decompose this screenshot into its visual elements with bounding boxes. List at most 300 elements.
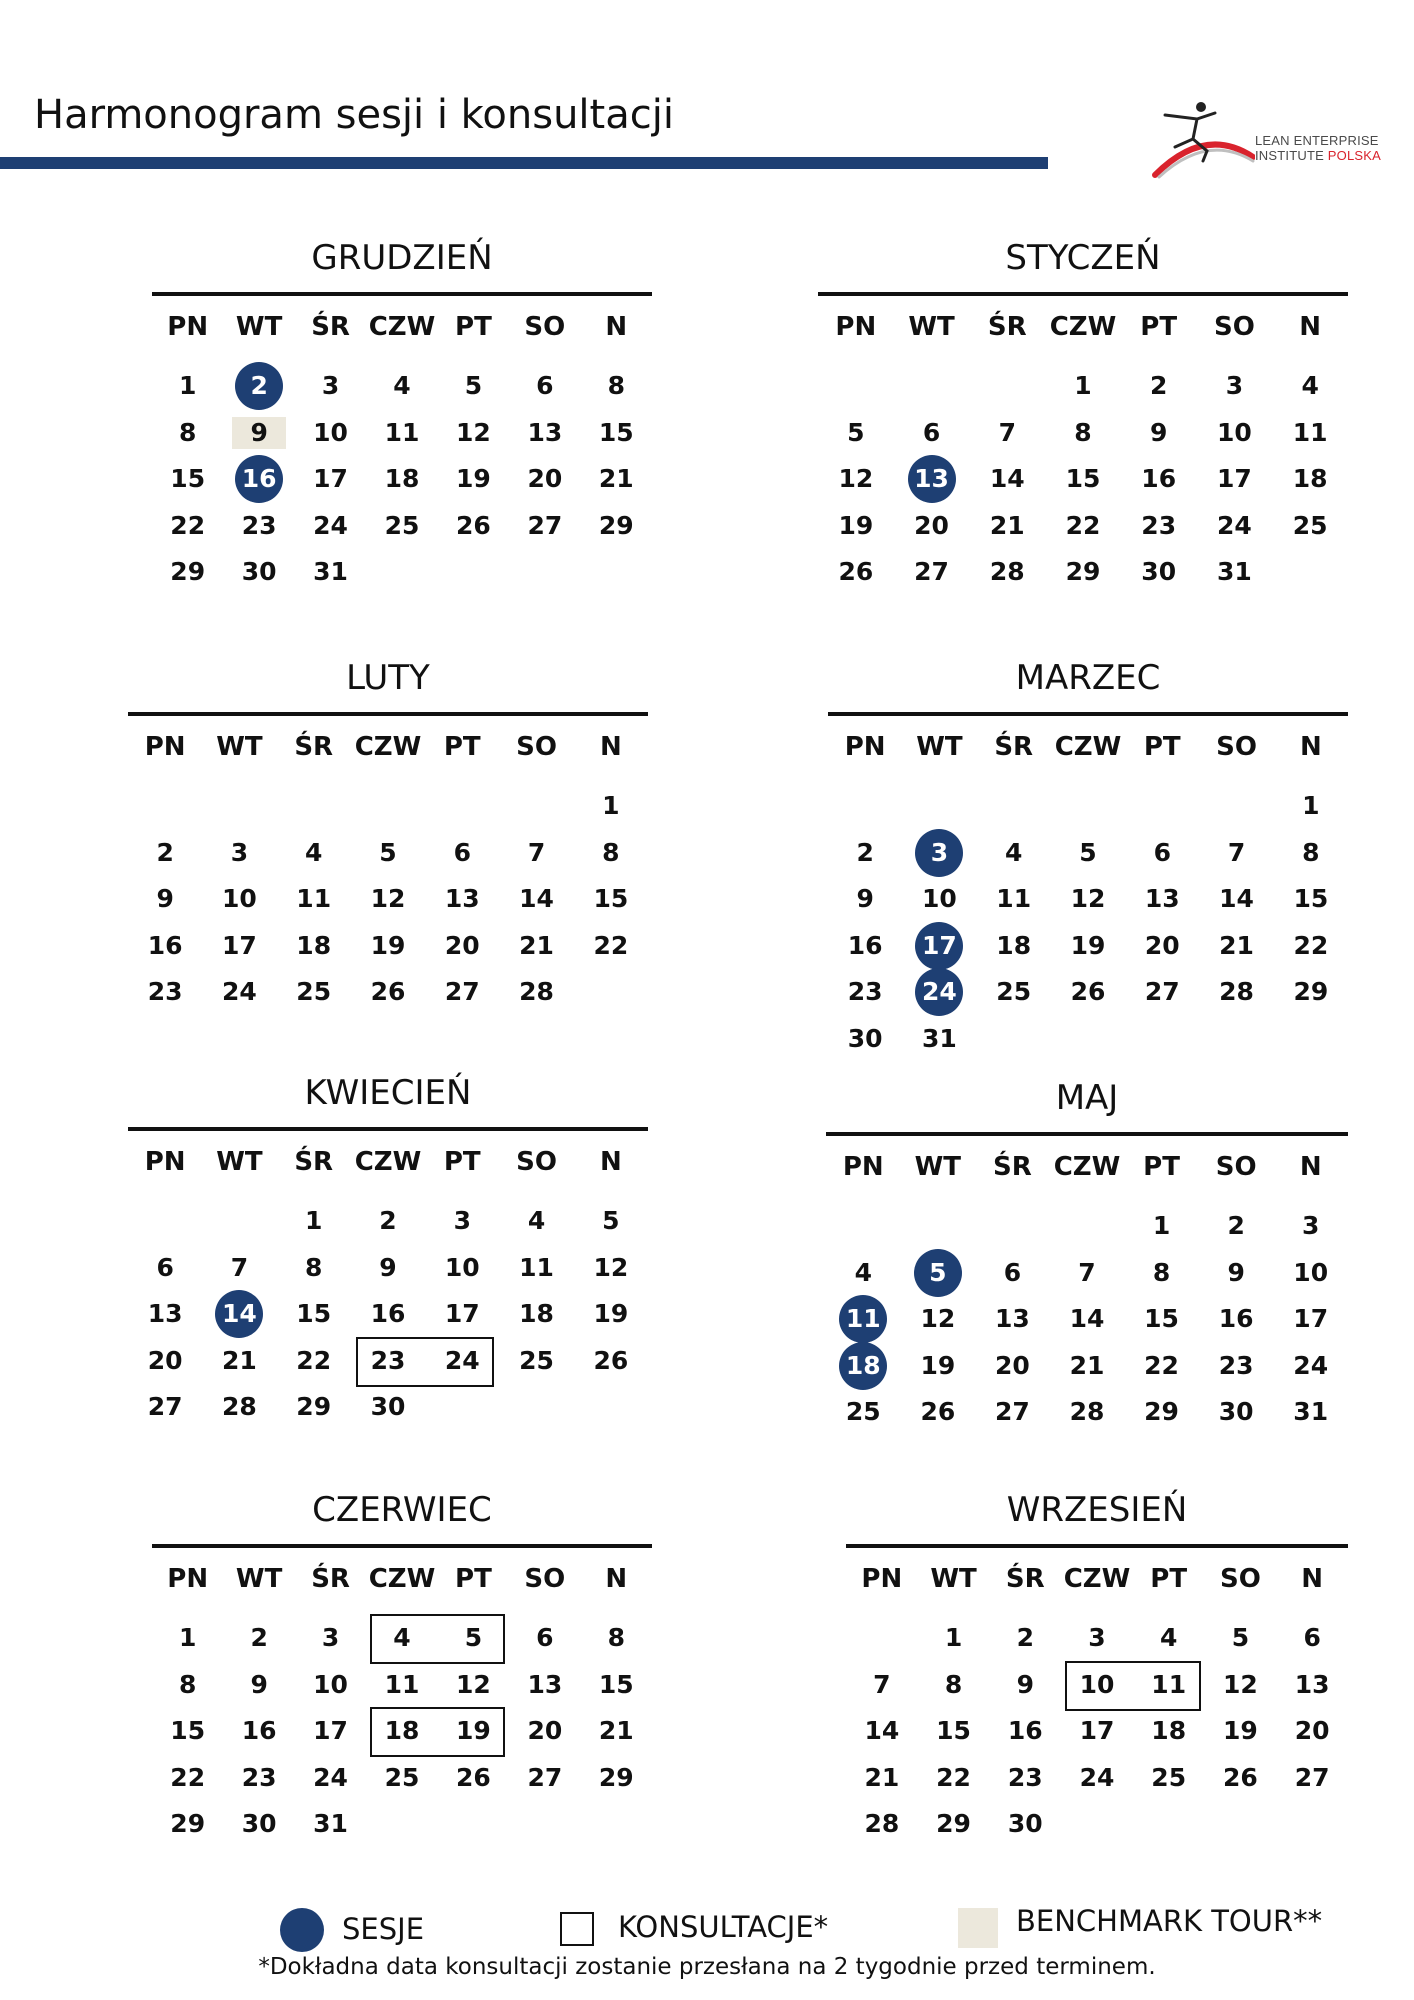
calendar-day: 3 — [453, 1206, 471, 1235]
calendar-day: 24 — [1217, 510, 1252, 540]
calendar-day: 19 — [920, 1350, 956, 1380]
weekday-header: CZW — [1049, 312, 1117, 342]
weekday-header: SO — [516, 1147, 557, 1177]
weekday-header: PT — [455, 1564, 492, 1594]
calendar-day: 26 — [593, 1345, 629, 1375]
weekday-header: PT — [1150, 1564, 1188, 1594]
weekday-header: PN — [835, 312, 877, 342]
calendar-day: 14 — [989, 464, 1025, 493]
calendar-day: 21 — [598, 1716, 634, 1745]
calendar-day: 17 — [222, 930, 257, 960]
calendar-day: 2 — [224, 368, 294, 404]
weekday-header: PT — [443, 1147, 481, 1177]
calendar-day: 23 — [847, 977, 883, 1006]
calendar-day: 22 — [936, 1762, 971, 1792]
weekday-header: PT — [1143, 732, 1181, 762]
calendar-day: 5 — [379, 837, 397, 867]
logo-text — [1255, 133, 1381, 163]
logo-line-2-b: POLSKA — [1327, 148, 1382, 163]
calendar-day: 25 — [296, 977, 332, 1006]
weekday-header: PN — [861, 1564, 903, 1594]
month-divider — [128, 712, 648, 716]
calendar-day: 1 — [1302, 791, 1320, 820]
weekday-header: PT — [443, 732, 481, 762]
weekday-header: PN — [167, 312, 209, 342]
calendar-day: 22 — [170, 1762, 206, 1792]
weekday-header: SO — [1220, 1564, 1261, 1594]
calendar-day: 5 — [1079, 837, 1097, 867]
month-title: KWIECIEŃ — [304, 1073, 472, 1113]
month-calendar — [828, 658, 1348, 1098]
calendar-day: 9 — [1150, 417, 1168, 447]
calendar-day: 13 — [147, 1299, 183, 1328]
calendar-day: 3 — [230, 837, 249, 867]
calendar-day: 6 — [1153, 837, 1171, 867]
weekday-header: ŚR — [294, 732, 334, 762]
calendar-day: 23 — [370, 1345, 406, 1375]
legend-consultation-box-icon — [560, 1912, 594, 1946]
calendar-day: 29 — [598, 510, 634, 540]
logo-line-1: LEAN ENTERPRISE — [1255, 133, 1379, 148]
calendar-day: 17 — [1079, 1716, 1115, 1745]
weekday-header: CZW — [368, 312, 436, 342]
legend-sessions-label: SESJE — [342, 1912, 425, 1946]
calendar-day: 20 — [914, 510, 949, 540]
calendar-day: 10 — [1217, 417, 1252, 447]
calendar-day: 13 — [527, 417, 563, 447]
calendar-day: 11 — [996, 884, 1032, 913]
weekday-header: SO — [516, 732, 557, 762]
weekday-header: ŚR — [994, 732, 1034, 762]
weekday-header: PT — [455, 312, 492, 342]
weekday-header: ŚR — [311, 1564, 350, 1594]
weekday-header: CZW — [354, 1147, 422, 1177]
calendar-day: 15 — [1293, 884, 1329, 913]
weekday-header: CZW — [1054, 732, 1122, 762]
calendar-day: 26 — [370, 977, 406, 1006]
calendar-day: 15 — [170, 1716, 206, 1745]
calendar-day: 5 — [464, 1623, 483, 1652]
calendar-day: 28 — [1219, 977, 1254, 1006]
calendar-day: 29 — [170, 557, 206, 586]
calendar-day: 9 — [156, 884, 174, 913]
footnote: *Dokładna data konsultacji zostanie przesłana na 2 tygodnie przed terminem. — [258, 1954, 1156, 1980]
calendar-day: 20 — [527, 1716, 563, 1745]
calendar-day: 10 — [313, 417, 348, 447]
calendar-day: 5 — [464, 371, 483, 400]
calendar-day: 15 — [170, 464, 206, 493]
calendar-day: 13 — [995, 1304, 1030, 1333]
calendar-day: 21 — [1219, 930, 1254, 960]
month-calendar — [818, 238, 1348, 678]
calendar-day: 18 — [519, 1299, 554, 1328]
calendar-day: 14 — [519, 884, 554, 913]
calendar-day: 16 — [370, 1299, 406, 1328]
calendar-day: 8 — [179, 1669, 197, 1699]
weekday-header: N — [1299, 1152, 1322, 1182]
calendar-day: 6 — [536, 1623, 554, 1652]
calendar-day: 15 — [1065, 464, 1101, 493]
logo-line-2 — [1255, 148, 1381, 163]
calendar-day: 15 — [296, 1299, 332, 1328]
calendar-day: 18 — [384, 1716, 420, 1745]
calendar-day: 8 — [1074, 417, 1092, 447]
calendar-day: 20 — [147, 1345, 183, 1375]
weekday-header: PN — [144, 732, 186, 762]
calendar-day: 15 — [936, 1716, 971, 1745]
logo-line-2-a: INSTITUTE — [1255, 148, 1324, 163]
calendar-day: 7 — [230, 1252, 249, 1282]
calendar-day: 27 — [995, 1397, 1030, 1426]
month-divider — [846, 1544, 1348, 1548]
calendar-day: 26 — [920, 1397, 956, 1426]
weekday-header: PT — [1140, 312, 1178, 342]
calendar-day: 22 — [1144, 1350, 1179, 1380]
calendar-day: 27 — [527, 510, 563, 540]
calendar-day: 25 — [1151, 1762, 1187, 1792]
calendar-day: 28 — [989, 557, 1025, 586]
calendar-day: 18 — [1292, 464, 1328, 493]
calendar-day: 3 — [904, 835, 974, 871]
calendar-day: 10 — [222, 884, 257, 913]
calendar-day: 16 — [847, 930, 883, 960]
calendar-day: 19 — [456, 1716, 491, 1745]
calendar-day: 16 — [224, 461, 294, 497]
calendar-day: 2 — [379, 1206, 397, 1235]
calendar-day: 4 — [854, 1257, 872, 1287]
calendar-day: 11 — [519, 1252, 554, 1282]
weekday-header: CZW — [354, 732, 422, 762]
calendar-day: 8 — [179, 417, 197, 447]
weekday-header: N — [605, 1564, 628, 1594]
calendar-day: 16 — [1141, 464, 1177, 493]
weekday-header: WT — [235, 312, 283, 342]
month-title: MAJ — [1055, 1078, 1119, 1118]
calendar-day: 19 — [1223, 1716, 1258, 1745]
calendar-day: 1 — [1074, 371, 1092, 400]
weekday-header: ŚR — [987, 312, 1027, 342]
calendar-day: 22 — [593, 930, 629, 960]
calendar-day: 6 — [1303, 1623, 1321, 1652]
month-calendar — [826, 1078, 1348, 1518]
calendar-day: 25 — [845, 1397, 881, 1426]
calendar-day: 22 — [170, 510, 206, 540]
calendar-day: 4 — [393, 1623, 411, 1652]
calendar-day: 30 — [241, 1809, 277, 1838]
calendar-day: 29 — [1065, 557, 1101, 586]
calendar-day: 25 — [996, 977, 1032, 1006]
calendar-day: 18 — [828, 1348, 898, 1384]
calendar-day: 11 — [384, 1669, 420, 1699]
calendar-day: 12 — [593, 1252, 629, 1282]
month-title: MARZEC — [1015, 658, 1161, 698]
calendar-day: 10 — [1079, 1669, 1115, 1699]
calendar-day: 12 — [838, 464, 874, 493]
month-calendar — [128, 658, 648, 1098]
calendar-day: 3 — [1088, 1623, 1106, 1652]
calendar-day: 8 — [1302, 837, 1320, 867]
calendar-day: 26 — [1223, 1762, 1258, 1792]
calendar-day: 12 — [920, 1304, 956, 1333]
calendar-day: 31 — [922, 1023, 957, 1053]
weekday-header: SO — [524, 1564, 566, 1594]
calendar-day: 19 — [456, 464, 491, 493]
calendar-day: 3 — [321, 1623, 340, 1652]
weekday-header: PN — [144, 1147, 186, 1177]
calendar-day: 12 — [456, 1669, 491, 1699]
calendar-day: 8 — [607, 371, 625, 400]
calendar-day: 12 — [1223, 1669, 1258, 1699]
weekday-header: WT — [235, 1564, 283, 1594]
calendar-day: 27 — [147, 1392, 183, 1421]
calendar-day: 16 — [241, 1716, 277, 1745]
calendar-day: 2 — [856, 837, 874, 867]
calendar-day: 17 — [313, 464, 348, 493]
month-calendar — [152, 1490, 652, 1930]
calendar-day: 11 — [1151, 1669, 1187, 1699]
calendar-day: 7 — [873, 1669, 891, 1699]
calendar-day: 18 — [384, 464, 420, 493]
calendar-day: 27 — [914, 557, 949, 586]
calendar-day: 7 — [1227, 837, 1246, 867]
calendar-day: 8 — [1152, 1257, 1171, 1287]
calendar-day: 11 — [296, 884, 332, 913]
weekday-header: N — [599, 732, 622, 762]
calendar-day: 18 — [1151, 1716, 1187, 1745]
calendar-day: 4 — [1160, 1623, 1178, 1652]
calendar-day: 24 — [1079, 1762, 1115, 1792]
month-divider — [128, 1127, 648, 1131]
weekday-header: N — [1299, 732, 1322, 762]
calendar-day: 28 — [222, 1392, 257, 1421]
month-title: STYCZEŃ — [1005, 238, 1161, 278]
calendar-day: 24 — [313, 510, 348, 540]
weekday-header: ŚR — [311, 312, 350, 342]
calendar-day: 1 — [1152, 1211, 1171, 1240]
calendar-day: 24 — [444, 1345, 480, 1375]
calendar-day: 13 — [1144, 884, 1180, 913]
calendar-day: 22 — [296, 1345, 332, 1375]
calendar-day: 1 — [305, 1206, 323, 1235]
calendar-day: 21 — [222, 1345, 257, 1375]
calendar-day: 31 — [313, 557, 348, 586]
weekday-header: SO — [1216, 732, 1257, 762]
month-title: CZERWIEC — [312, 1490, 492, 1530]
calendar-day: 28 — [864, 1809, 900, 1838]
calendar-day: 12 — [370, 884, 406, 913]
calendar-day: 13 — [897, 461, 967, 497]
month-divider — [152, 1544, 652, 1548]
calendar-day: 27 — [1144, 977, 1180, 1006]
month-title: GRUDZIEŃ — [311, 238, 493, 278]
calendar-day: 17 — [904, 928, 974, 964]
weekday-header: ŚR — [993, 1152, 1032, 1182]
calendar-day: 29 — [296, 1392, 332, 1421]
calendar-day: 28 — [519, 977, 554, 1006]
calendar-day: 20 — [995, 1350, 1030, 1380]
month-divider — [826, 1132, 1348, 1136]
logo — [1145, 95, 1385, 185]
calendar-day: 11 — [1292, 417, 1328, 447]
calendar-day: 20 — [527, 464, 563, 493]
calendar-day: 1 — [944, 1623, 963, 1652]
calendar-day: 23 — [1007, 1762, 1043, 1792]
calendar-day: 2 — [250, 1623, 268, 1652]
calendar-day: 11 — [384, 417, 420, 447]
calendar-day: 29 — [170, 1809, 206, 1838]
calendar-day: 3 — [1302, 1211, 1320, 1240]
calendar-day: 23 — [241, 510, 277, 540]
calendar-day: 14 — [864, 1716, 900, 1745]
calendar-day: 8 — [944, 1669, 963, 1699]
calendar-day: 9 — [856, 884, 874, 913]
calendar-day: 4 — [393, 371, 411, 400]
month-divider — [152, 292, 652, 296]
calendar-day: 17 — [444, 1299, 480, 1328]
calendar-day: 6 — [536, 371, 554, 400]
calendar-day: 1 — [179, 1623, 197, 1652]
calendar-day: 15 — [593, 884, 629, 913]
calendar-day: 12 — [456, 417, 491, 447]
calendar-day: 9 — [1227, 1257, 1245, 1287]
calendar-day: 14 — [1069, 1304, 1105, 1333]
calendar-day: 4 — [305, 837, 323, 867]
weekday-header: WT — [916, 732, 963, 762]
calendar-day: 26 — [1070, 977, 1106, 1006]
calendar-day: 19 — [1070, 930, 1106, 960]
calendar-day: 27 — [444, 977, 480, 1006]
month-divider — [828, 712, 1348, 716]
calendar-day: 25 — [1292, 510, 1328, 540]
calendar-day: 30 — [1007, 1809, 1043, 1838]
weekday-header: CZW — [1053, 1152, 1121, 1182]
calendar-day: 1 — [602, 791, 620, 820]
month-title: WRZESIEŃ — [1006, 1490, 1188, 1530]
legend-benchmark-swatch-icon — [958, 1908, 998, 1948]
calendar-day: 17 — [1293, 1304, 1329, 1333]
calendar-day: 29 — [936, 1809, 971, 1838]
calendar-day: 9 — [250, 1669, 268, 1699]
calendar-day: 9 — [224, 415, 294, 451]
calendar-day: 25 — [519, 1345, 554, 1375]
calendar-day: 21 — [989, 510, 1025, 540]
calendar-day: 9 — [379, 1252, 397, 1282]
calendar-day: 7 — [1078, 1257, 1096, 1287]
weekday-header: N — [1301, 1564, 1324, 1594]
calendar-day: 10 — [313, 1669, 348, 1699]
calendar-day: 2 — [156, 837, 174, 867]
month-calendar — [152, 238, 652, 678]
calendar-day: 22 — [1293, 930, 1329, 960]
calendar-day: 17 — [313, 1716, 348, 1745]
calendar-day: 6 — [1003, 1257, 1022, 1287]
calendar-day: 23 — [241, 1762, 277, 1792]
calendar-day: 23 — [1218, 1350, 1254, 1380]
lean-runner-logo-icon — [1145, 95, 1255, 185]
calendar-day: 24 — [904, 974, 974, 1010]
weekday-header: WT — [914, 1152, 962, 1182]
weekday-header: SO — [1214, 312, 1255, 342]
weekday-header: ŚR — [294, 1147, 334, 1177]
legend-session-dot-icon — [280, 1908, 324, 1952]
calendar-day: 12 — [1070, 884, 1106, 913]
calendar-day: 19 — [593, 1299, 629, 1328]
calendar-day: 10 — [922, 884, 957, 913]
page-title: Harmonogram sesji i konsultacji — [34, 92, 674, 138]
calendar-day: 13 — [444, 884, 480, 913]
calendar-day: 25 — [384, 1762, 420, 1792]
calendar-day: 26 — [838, 557, 874, 586]
calendar-day: 20 — [444, 930, 480, 960]
calendar-day: 30 — [1218, 1397, 1254, 1426]
calendar-day: 29 — [1293, 977, 1329, 1006]
calendar-day: 24 — [1293, 1350, 1329, 1380]
month-divider — [818, 292, 1348, 296]
calendar-day: 4 — [527, 1206, 546, 1235]
calendar-day: 14 — [1219, 884, 1254, 913]
weekday-header: PN — [842, 1152, 884, 1182]
calendar-day: 23 — [1141, 510, 1177, 540]
calendar-day: 15 — [598, 417, 634, 447]
weekday-header: WT — [930, 1564, 977, 1594]
calendar-day: 26 — [456, 1762, 491, 1792]
calendar-day: 18 — [296, 930, 332, 960]
calendar-day: 20 — [1294, 1716, 1330, 1745]
calendar-day: 31 — [313, 1809, 348, 1838]
calendar-day: 22 — [1065, 510, 1101, 540]
weekday-header: N — [599, 1147, 622, 1177]
calendar-day: 8 — [305, 1252, 323, 1282]
calendar-day: 31 — [1293, 1397, 1329, 1426]
month-title: LUTY — [346, 658, 430, 698]
weekday-header: WT — [908, 312, 955, 342]
calendar-day: 4 — [1301, 371, 1319, 400]
calendar-day: 30 — [1141, 557, 1177, 586]
calendar-day: 18 — [996, 930, 1032, 960]
calendar-day: 16 — [1007, 1716, 1043, 1745]
calendar-day: 21 — [1069, 1350, 1105, 1380]
weekday-header: N — [1299, 312, 1322, 342]
legend-consultations-label: KONSULTACJE* — [618, 1910, 829, 1944]
calendar-day: 24 — [222, 977, 257, 1006]
calendar-day: 2 — [1150, 371, 1168, 400]
calendar-day: 23 — [147, 977, 183, 1006]
weekday-header: CZW — [368, 1564, 436, 1594]
legend-benchmark-label: BENCHMARK TOUR** — [1016, 1904, 1323, 1938]
calendar-day: 10 — [1293, 1257, 1329, 1287]
calendar-day: 5 — [847, 417, 865, 447]
header-divider — [0, 157, 1048, 169]
weekday-header: ŚR — [1005, 1564, 1045, 1594]
calendar-day: 16 — [147, 930, 183, 960]
month-calendar — [128, 1073, 648, 1513]
calendar-day: 30 — [370, 1392, 406, 1421]
calendar-day: 8 — [602, 837, 620, 867]
calendar-day: 17 — [1217, 464, 1252, 493]
weekday-header: N — [605, 312, 628, 342]
calendar-day: 7 — [998, 417, 1016, 447]
weekday-header: PT — [1143, 1152, 1180, 1182]
calendar-day: 13 — [1294, 1669, 1330, 1699]
calendar-day: 25 — [384, 510, 420, 540]
calendar-day: 15 — [1144, 1304, 1179, 1333]
calendar-day: 2 — [1227, 1211, 1245, 1240]
calendar-day: 10 — [444, 1252, 480, 1282]
calendar-day: 2 — [1016, 1623, 1034, 1652]
calendar-day: 4 — [1005, 837, 1023, 867]
weekday-header: SO — [1215, 1152, 1257, 1182]
calendar-day: 16 — [1218, 1304, 1254, 1333]
